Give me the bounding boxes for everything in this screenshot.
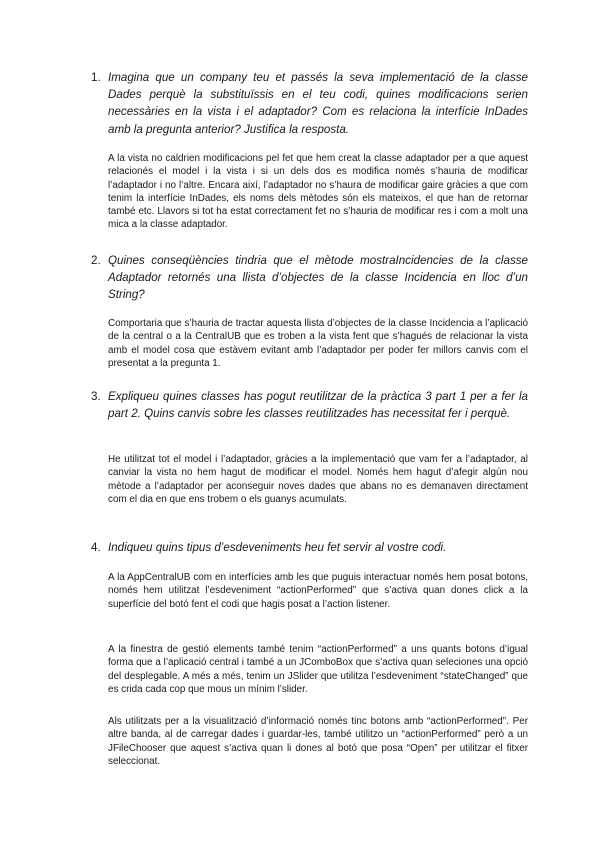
question-4 <box>91 539 528 556</box>
question-3-number: 3. <box>91 390 101 403</box>
question-1 <box>91 69 528 138</box>
question-3 <box>91 388 528 422</box>
question-2-number: 2. <box>91 254 101 267</box>
answer-3-paragraph-1: He utilitzat tot el model i l’adaptador, gràcies a la implementació que vam fer a l’adaptador, al canviar la vista no hem hagut de modificar el model. Només hem hagut d’afegir algún nou mètode a l’adaptador per aconseguir noves dades que abans no es demanaven directament com el dia en que ens trobem o els guanys acumulats. <box>108 454 528 505</box>
answer-4-paragraph-2: A la finestra de gestió elements també tenim “actionPerformed” a uns quants botons d’igual forma que a l’aplicació central i també a un JComboBox que s’activa quan seleciones una opció del desplegable. A més a més, tenim un JSlider que utilitza l’esdeveniment “stateChanged” que es crida cada cop que mous un mínim l’slider. <box>108 644 528 695</box>
answer-4-paragraph-3: Als utilitzats per a la visualització d’informació només tinc botons amb “actionPerformed”. Per altre banda, al de carregar dades i guardar-les, també utilitzo un “actionPerformed” però a un JFileChooser que aquest s’activa quan li dones al botó que posa “Open” per utilitzar el fitxer seleccionat. <box>108 716 528 767</box>
question-4-number: 4. <box>91 541 101 554</box>
question-1-number: 1. <box>91 71 101 84</box>
question-2-text: Quines conseqüències tindria que el mètode mostraIncidencies de la classe Adaptador retornés una llista d’objectes de la classe Incidencia en lloc d’un String? <box>108 254 528 302</box>
question-4-text: Indiqueu quins tipus d’esdeveniments heu fet servir al vostre codi. <box>108 541 447 554</box>
answer-4-paragraph-1: A la AppCentralUB com en interfícies amb les que puguis interactuar només hem posat botons, només hem utilitzat l’esdeveniment “actionPerformed” que s’activa quan dones click a la superfície del botó fent el codi que hagis posat a l’action listener. <box>108 572 528 610</box>
question-3-text: Expliqueu quines classes has pogut reutilitzar de la pràctica 3 part 1 per a fer la part 2. Quins canvis sobre les classes reutilitzades has necessitat fer i perquè. <box>108 390 528 421</box>
question-2 <box>91 252 528 304</box>
question-1-text: Imagina que un company teu et passés la seva implementació de la classe Dades perquè la substituïssis en el teu codi, quines modificacions serien necessàries en la vista i el adaptador? Com es relaciona la interfície InDades amb la pregunta anterior? Justifica la resposta. <box>108 71 528 136</box>
answer-2-paragraph-1: Comportaria que s’hauria de tractar aquesta llista d’objectes de la classe Incidencia a l’aplicació de la central o a la CentralUB que es troben a la vista fent que s’hagués de relacionar la vista amb el model cosa que estàvem evitant amb l’adaptador per poder fer millors canvis com el presentat a la pregunta 1. <box>108 318 528 369</box>
answer-1-paragraph-1: A la vista no caldrien modificacions pel fet que hem creat la classe adaptador per a que aquest relacionés el model i la vista i si un dels dos es modifica només s’hauria de modificar l’adaptador i no l’altre. Encara així, l’adaptador no s’haura de modificar gaire gràcies a que com tenim la interfície InDades, els noms dels mètodes són els mateixos, el que han de retornar també etc. Llavors si tot ha estat correctament fet no s’hauria de modificar res i com a molt una mica a la classe adaptador. <box>108 153 528 231</box>
